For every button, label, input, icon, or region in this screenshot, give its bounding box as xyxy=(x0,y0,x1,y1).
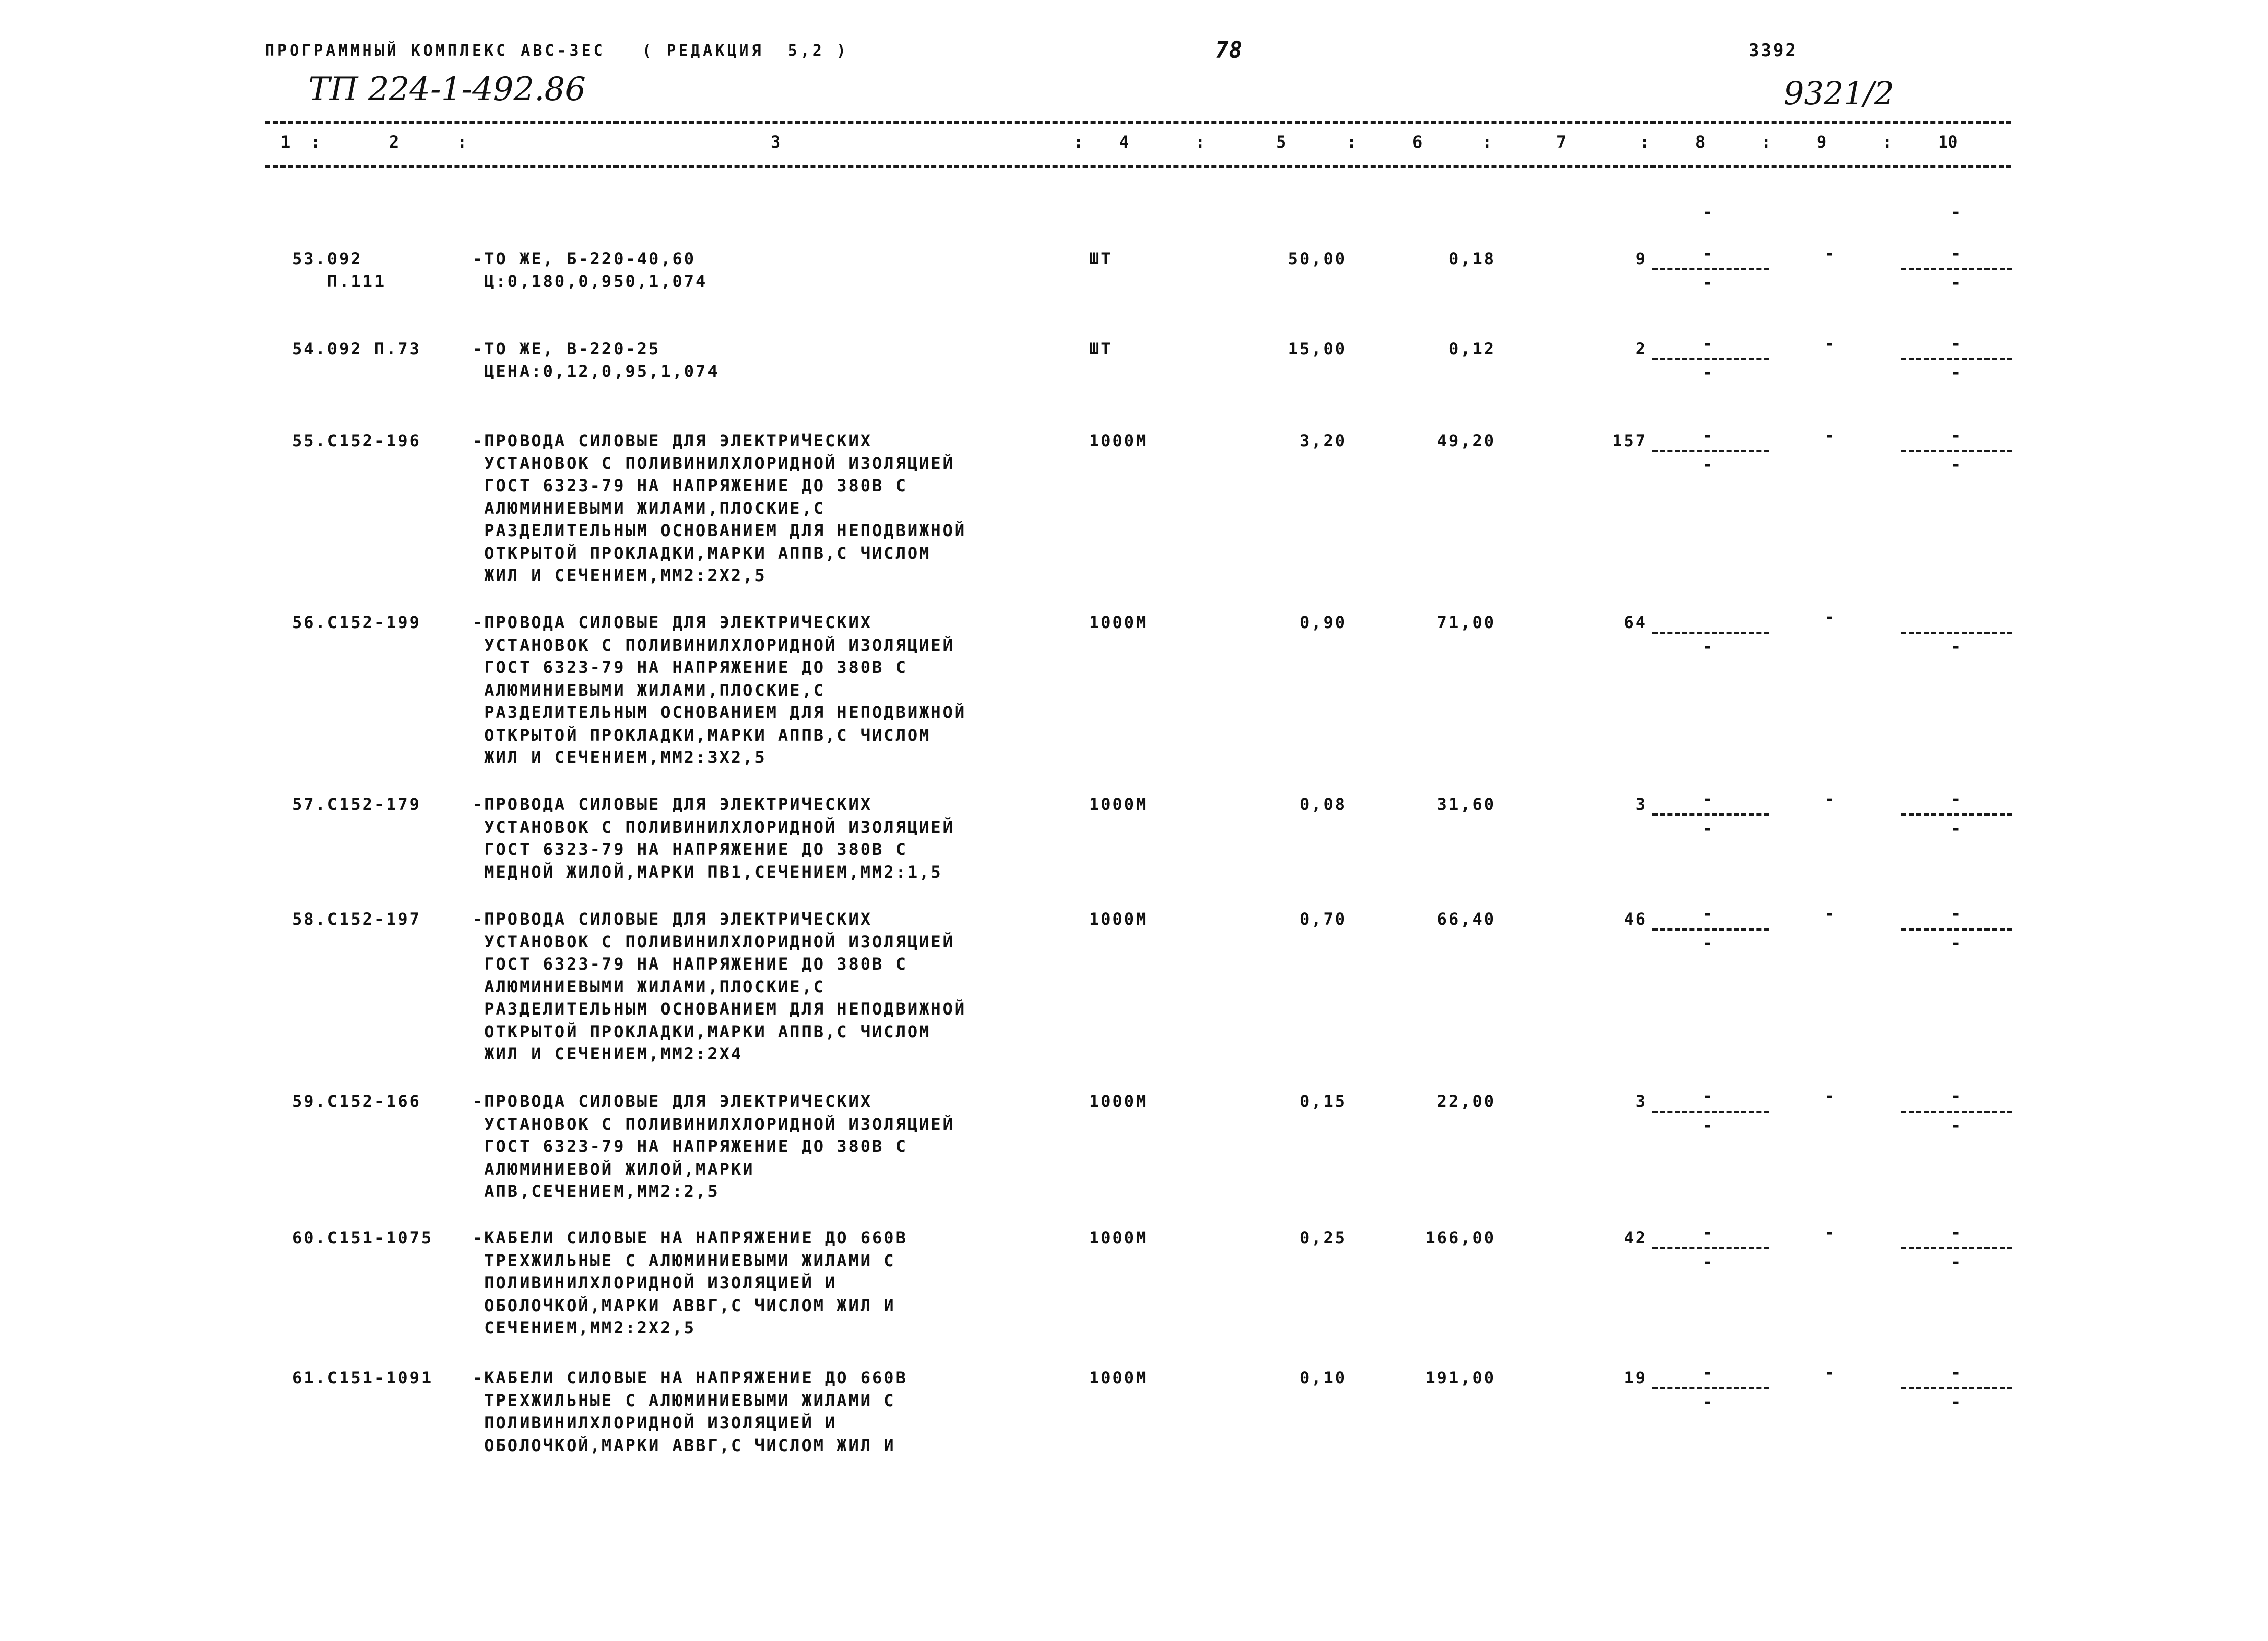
row-description: АЛЮМИНИЕВЫМИ ЖИЛАМИ,ПЛОСКИЕ,С xyxy=(472,498,825,518)
row-description: ОБОЛОЧКОЙ,МАРКИ АВВГ,С ЧИСЛОМ ЖИЛ И xyxy=(472,1435,896,1455)
row-unit-price: 31,60 xyxy=(1437,795,1496,814)
col8-fraction-line xyxy=(1652,1387,1769,1389)
row-description: РАЗДЕЛИТЕЛЬНЫМ ОСНОВАНИЕМ ДЛЯ НЕПОДВИЖНОЙ xyxy=(472,999,967,1019)
row-code: 53.092 xyxy=(292,249,363,268)
col10-fraction-line xyxy=(1901,632,2012,634)
row-unit: ШТ xyxy=(1089,249,1113,268)
row-quantity: 0,25 xyxy=(1299,1228,1347,1247)
row-description: УСТАНОВОК С ПОЛИВИНИЛХЛОРИДНОЙ ИЗОЛЯЦИЕЙ xyxy=(472,817,955,837)
row-description: Ц:0,180,0,950,1,074 xyxy=(472,271,708,291)
row-quantity: 0,70 xyxy=(1299,909,1347,929)
col8-bottom: - xyxy=(1702,1252,1713,1272)
row-col7: 3 xyxy=(1635,795,1647,814)
col8-top: - xyxy=(1702,425,1713,446)
column-number-6: 6 xyxy=(1412,132,1423,152)
col8-bottom: - xyxy=(1702,273,1713,293)
column-separator: : xyxy=(1347,132,1357,152)
row-description: ОТКРЫТОЙ ПРОКЛАДКИ,МАРКИ АППВ,С ЧИСЛОМ xyxy=(472,725,931,745)
col10-top: - xyxy=(1951,425,1961,446)
col8-bottom: - xyxy=(1702,1392,1713,1412)
row-unit: 1000М xyxy=(1089,909,1148,929)
row-unit: 1000М xyxy=(1089,795,1148,814)
col10-bottom: - xyxy=(1951,933,1961,953)
row-col7: 42 xyxy=(1624,1228,1647,1247)
col8-bottom: - xyxy=(1702,363,1713,383)
header-rule-bottom xyxy=(265,165,2011,168)
row-description: АЛЮМИНИЕВЫМИ ЖИЛАМИ,ПЛОСКИЕ,С xyxy=(472,977,825,996)
row-description: ОТКРЫТОЙ ПРОКЛАДКИ,МАРКИ АППВ,С ЧИСЛОМ xyxy=(472,1022,931,1041)
column-number-5: 5 xyxy=(1276,132,1286,152)
col9-value: - xyxy=(1824,607,1835,628)
row-description: -КАБЕЛИ СИЛОВЫЕ НА НАПРЯЖЕНИЕ ДО 660В xyxy=(472,1368,908,1387)
col8-bottom: - xyxy=(1702,818,1713,839)
row-col7: 9 xyxy=(1635,249,1647,268)
col10-top: - xyxy=(1951,333,1961,354)
column-number-8: 8 xyxy=(1695,132,1706,152)
col8-top: - xyxy=(1702,1223,1713,1243)
column-separator: : xyxy=(1882,132,1893,152)
row-quantity: 50,00 xyxy=(1288,249,1347,268)
row-description: УСТАНОВОК С ПОЛИВИНИЛХЛОРИДНОЙ ИЗОЛЯЦИЕЙ xyxy=(472,635,955,655)
col9-value: - xyxy=(1824,244,1835,264)
row-description: ОТКРЫТОЙ ПРОКЛАДКИ,МАРКИ АППВ,С ЧИСЛОМ xyxy=(472,543,931,563)
row-unit: ШТ xyxy=(1089,339,1113,358)
col10-fraction-line xyxy=(1901,1111,2012,1113)
col10-top: - xyxy=(1951,904,1961,924)
row-unit-price: 166,00 xyxy=(1425,1228,1496,1247)
column-number-1: 1 xyxy=(280,132,291,152)
col8-bottom: - xyxy=(1702,933,1713,953)
row-code: 55.С152-196 xyxy=(292,431,421,450)
col9-value: - xyxy=(1824,1086,1835,1106)
col10-bottom: - xyxy=(1951,455,1961,475)
col9-value: - xyxy=(1824,333,1835,354)
row-unit-price: 0,18 xyxy=(1448,249,1496,268)
row-description: ПОЛИВИНИЛХЛОРИДНОЙ ИЗОЛЯЦИЕЙ И xyxy=(472,1413,837,1432)
row-unit: 1000М xyxy=(1089,1092,1148,1111)
row-description: ТРЕХЖИЛЬНЫЕ С АЛЮМИНИЕВЫМИ ЖИЛАМИ С xyxy=(472,1250,896,1270)
row-unit-price: 22,00 xyxy=(1437,1092,1496,1111)
col10-bottom: - xyxy=(1951,1252,1961,1272)
col10-fraction-line xyxy=(1901,450,2012,452)
row-description: -ПРОВОДА СИЛОВЫЕ ДЛЯ ЭЛЕКТРИЧЕСКИХ xyxy=(472,431,873,450)
right-code: 3392 xyxy=(1749,40,1798,61)
col8-fraction-line xyxy=(1652,632,1769,634)
col9-value: - xyxy=(1824,1363,1835,1383)
page-number: 78 xyxy=(1215,37,1242,63)
column-number-7: 7 xyxy=(1556,132,1567,152)
row-description: -ПРОВОДА СИЛОВЫЕ ДЛЯ ЭЛЕКТРИЧЕСКИХ xyxy=(472,909,873,929)
row-code: 60.С151-1075 xyxy=(292,1228,434,1247)
row-description: -КАБЕЛИ СИЛОВЫЕ НА НАПРЯЖЕНИЕ ДО 660В xyxy=(472,1228,908,1247)
row-code: 61.С151-1091 xyxy=(292,1368,434,1387)
row-description: ГОСТ 6323-79 НА НАПРЯЖЕНИЕ ДО 380В С xyxy=(472,954,908,974)
row-description: МЕДНОЙ ЖИЛОЙ,МАРКИ ПВ1,СЕЧЕНИЕМ,ММ2:1,5 xyxy=(472,862,943,882)
row-description: ГОСТ 6323-79 НА НАПРЯЖЕНИЕ ДО 380В С xyxy=(472,1137,908,1156)
row-description: АПВ,СЕЧЕНИЕМ,ММ2:2,5 xyxy=(472,1182,720,1201)
col10-bottom: - xyxy=(1951,818,1961,839)
row-description: -ПРОВОДА СИЛОВЫЕ ДЛЯ ЭЛЕКТРИЧЕСКИХ xyxy=(472,795,873,814)
col9-value: - xyxy=(1824,789,1835,809)
col10-fraction-line xyxy=(1901,268,2012,270)
column-number-2: 2 xyxy=(389,132,399,152)
row-unit: 1000М xyxy=(1089,1228,1148,1247)
column-separator: : xyxy=(457,132,467,152)
row-description: АЛЮМИНИЕВОЙ ЖИЛОЙ,МАРКИ xyxy=(472,1159,755,1179)
row-description: -ТО ЖЕ, В-220-25 xyxy=(472,339,661,358)
col8-fraction-line xyxy=(1652,928,1769,931)
row-unit: 1000М xyxy=(1089,613,1148,632)
col9-value: - xyxy=(1824,904,1835,924)
row-quantity: 0,10 xyxy=(1299,1368,1347,1387)
column-number-9: 9 xyxy=(1817,132,1827,152)
row-description: УСТАНОВОК С ПОЛИВИНИЛХЛОРИДНОЙ ИЗОЛЯЦИЕЙ xyxy=(472,453,955,473)
col10-fraction-line xyxy=(1901,813,2012,816)
column-separator: : xyxy=(1482,132,1492,152)
row-description: ОБОЛОЧКОЙ,МАРКИ АВВГ,С ЧИСЛОМ ЖИЛ И xyxy=(472,1295,896,1315)
col10-bottom: - xyxy=(1951,637,1961,657)
row-description: -ПРОВОДА СИЛОВЫЕ ДЛЯ ЭЛЕКТРИЧЕСКИХ xyxy=(472,613,873,632)
column-separator: : xyxy=(1761,132,1771,152)
col8-fraction-line xyxy=(1652,1111,1769,1113)
row-description: ТРЕХЖИЛЬНЫЕ С АЛЮМИНИЕВЫМИ ЖИЛАМИ С xyxy=(472,1390,896,1410)
sheet-code: 9321/2 xyxy=(1784,75,1895,112)
row-description: УСТАНОВОК С ПОЛИВИНИЛХЛОРИДНОЙ ИЗОЛЯЦИЕЙ xyxy=(472,932,955,951)
row-quantity: 0,15 xyxy=(1299,1092,1347,1111)
col8-bottom: - xyxy=(1702,1116,1713,1136)
row-col7: 64 xyxy=(1624,613,1647,632)
col8-bottom: - xyxy=(1702,637,1713,657)
col10-top: - xyxy=(1951,789,1961,809)
row-col7: 46 xyxy=(1624,909,1647,929)
row-unit-price: 0,12 xyxy=(1448,339,1496,358)
row-unit: 1000М xyxy=(1089,1368,1148,1387)
col8-fraction-line xyxy=(1652,268,1769,270)
col10-top: - xyxy=(1951,1223,1961,1243)
col8-fraction-line xyxy=(1652,813,1769,816)
col10-top: - xyxy=(1951,244,1961,264)
col8-fraction-line xyxy=(1652,450,1769,452)
row-description: ГОСТ 6323-79 НА НАПРЯЖЕНИЕ ДО 380В С xyxy=(472,476,908,495)
col10-fraction-line xyxy=(1901,358,2012,360)
row-quantity: 0,08 xyxy=(1299,795,1347,814)
col8-top: - xyxy=(1702,333,1713,354)
row-description: ЖИЛ И СЕЧЕНИЕМ,ММ2:2Х2,5 xyxy=(472,566,767,585)
col8-top: - xyxy=(1702,1086,1713,1106)
row-description: -ТО ЖЕ, Б-220-40,60 xyxy=(472,249,696,268)
row-description: СЕЧЕНИЕМ,ММ2:2Х2,5 xyxy=(472,1318,696,1337)
row-unit: 1000М xyxy=(1089,431,1148,450)
row-unit-price: 71,00 xyxy=(1437,613,1496,632)
col8-top: - xyxy=(1702,904,1713,924)
row-unit-price: 191,00 xyxy=(1425,1368,1496,1387)
col10-top: - xyxy=(1951,1086,1961,1106)
col9-value: - xyxy=(1824,1223,1835,1243)
row-code: П.111 xyxy=(292,271,387,291)
col8-bottom: - xyxy=(1702,455,1713,475)
row-col7: 19 xyxy=(1624,1368,1647,1387)
row-code: 57.С152-179 xyxy=(292,795,421,814)
col10-marker: - xyxy=(1951,202,1961,222)
row-unit-price: 66,40 xyxy=(1437,909,1496,929)
column-number-10: 10 xyxy=(1938,132,1958,152)
row-description: ГОСТ 6323-79 НА НАПРЯЖЕНИЕ ДО 380В С xyxy=(472,840,908,859)
column-number-4: 4 xyxy=(1119,132,1129,152)
row-description: ГОСТ 6323-79 НА НАПРЯЖЕНИЕ ДО 380В С xyxy=(472,658,908,677)
col8-fraction-line xyxy=(1652,1247,1769,1249)
header-rule-top xyxy=(265,121,2011,124)
row-code: 54.092 П.73 xyxy=(292,339,421,358)
column-number-3: 3 xyxy=(771,132,781,152)
col10-top: - xyxy=(1951,1363,1961,1383)
col10-fraction-line xyxy=(1901,1247,2012,1249)
col10-bottom: - xyxy=(1951,1392,1961,1412)
row-unit-price: 49,20 xyxy=(1437,431,1496,450)
col9-value: - xyxy=(1824,425,1835,446)
column-separator: : xyxy=(311,132,321,152)
row-quantity: 0,90 xyxy=(1299,613,1347,632)
row-description: ЖИЛ И СЕЧЕНИЕМ,ММ2:2Х4 xyxy=(472,1044,743,1064)
column-separator: : xyxy=(1195,132,1205,152)
row-col7: 3 xyxy=(1635,1092,1647,1111)
col10-bottom: - xyxy=(1951,363,1961,383)
row-description: ЦЕНА:0,12,0,95,1,074 xyxy=(472,361,720,381)
col8-fraction-line xyxy=(1652,358,1769,360)
doc-code: ТП 224-1-492.86 xyxy=(308,71,586,108)
col10-bottom: - xyxy=(1951,1116,1961,1136)
col10-fraction-line xyxy=(1901,1387,2012,1389)
row-quantity: 3,20 xyxy=(1299,431,1347,450)
row-description: РАЗДЕЛИТЕЛЬНЫМ ОСНОВАНИЕМ ДЛЯ НЕПОДВИЖНОЙ xyxy=(472,703,967,722)
row-description: ЖИЛ И СЕЧЕНИЕМ,ММ2:3Х2,5 xyxy=(472,748,767,767)
row-description: ПОЛИВИНИЛХЛОРИДНОЙ ИЗОЛЯЦИЕЙ И xyxy=(472,1273,837,1292)
col10-bottom: - xyxy=(1951,273,1961,293)
program-title: ПРОГРАММНЫЙ КОМПЛЕКС АВС-ЗЕС ( РЕДАКЦИЯ 5,2 ) xyxy=(265,42,849,60)
row-code: 59.С152-166 xyxy=(292,1092,421,1111)
column-separator: : xyxy=(1074,132,1084,152)
row-col7: 2 xyxy=(1635,339,1647,358)
col8-top: - xyxy=(1702,1363,1713,1383)
col8-marker: - xyxy=(1702,202,1713,222)
row-col7: 157 xyxy=(1612,431,1647,450)
row-code: 58.С152-197 xyxy=(292,909,421,929)
row-code: 56.С152-199 xyxy=(292,613,421,632)
row-description: -ПРОВОДА СИЛОВЫЕ ДЛЯ ЭЛЕКТРИЧЕСКИХ xyxy=(472,1092,873,1111)
column-separator: : xyxy=(1640,132,1650,152)
row-description: УСТАНОВОК С ПОЛИВИНИЛХЛОРИДНОЙ ИЗОЛЯЦИЕЙ xyxy=(472,1114,955,1134)
row-quantity: 15,00 xyxy=(1288,339,1347,358)
row-description: АЛЮМИНИЕВЫМИ ЖИЛАМИ,ПЛОСКИЕ,С xyxy=(472,680,825,700)
col8-top: - xyxy=(1702,789,1713,809)
col8-top: - xyxy=(1702,244,1713,264)
col10-fraction-line xyxy=(1901,928,2012,931)
row-description: РАЗДЕЛИТЕЛЬНЫМ ОСНОВАНИЕМ ДЛЯ НЕПОДВИЖНОЙ xyxy=(472,521,967,540)
